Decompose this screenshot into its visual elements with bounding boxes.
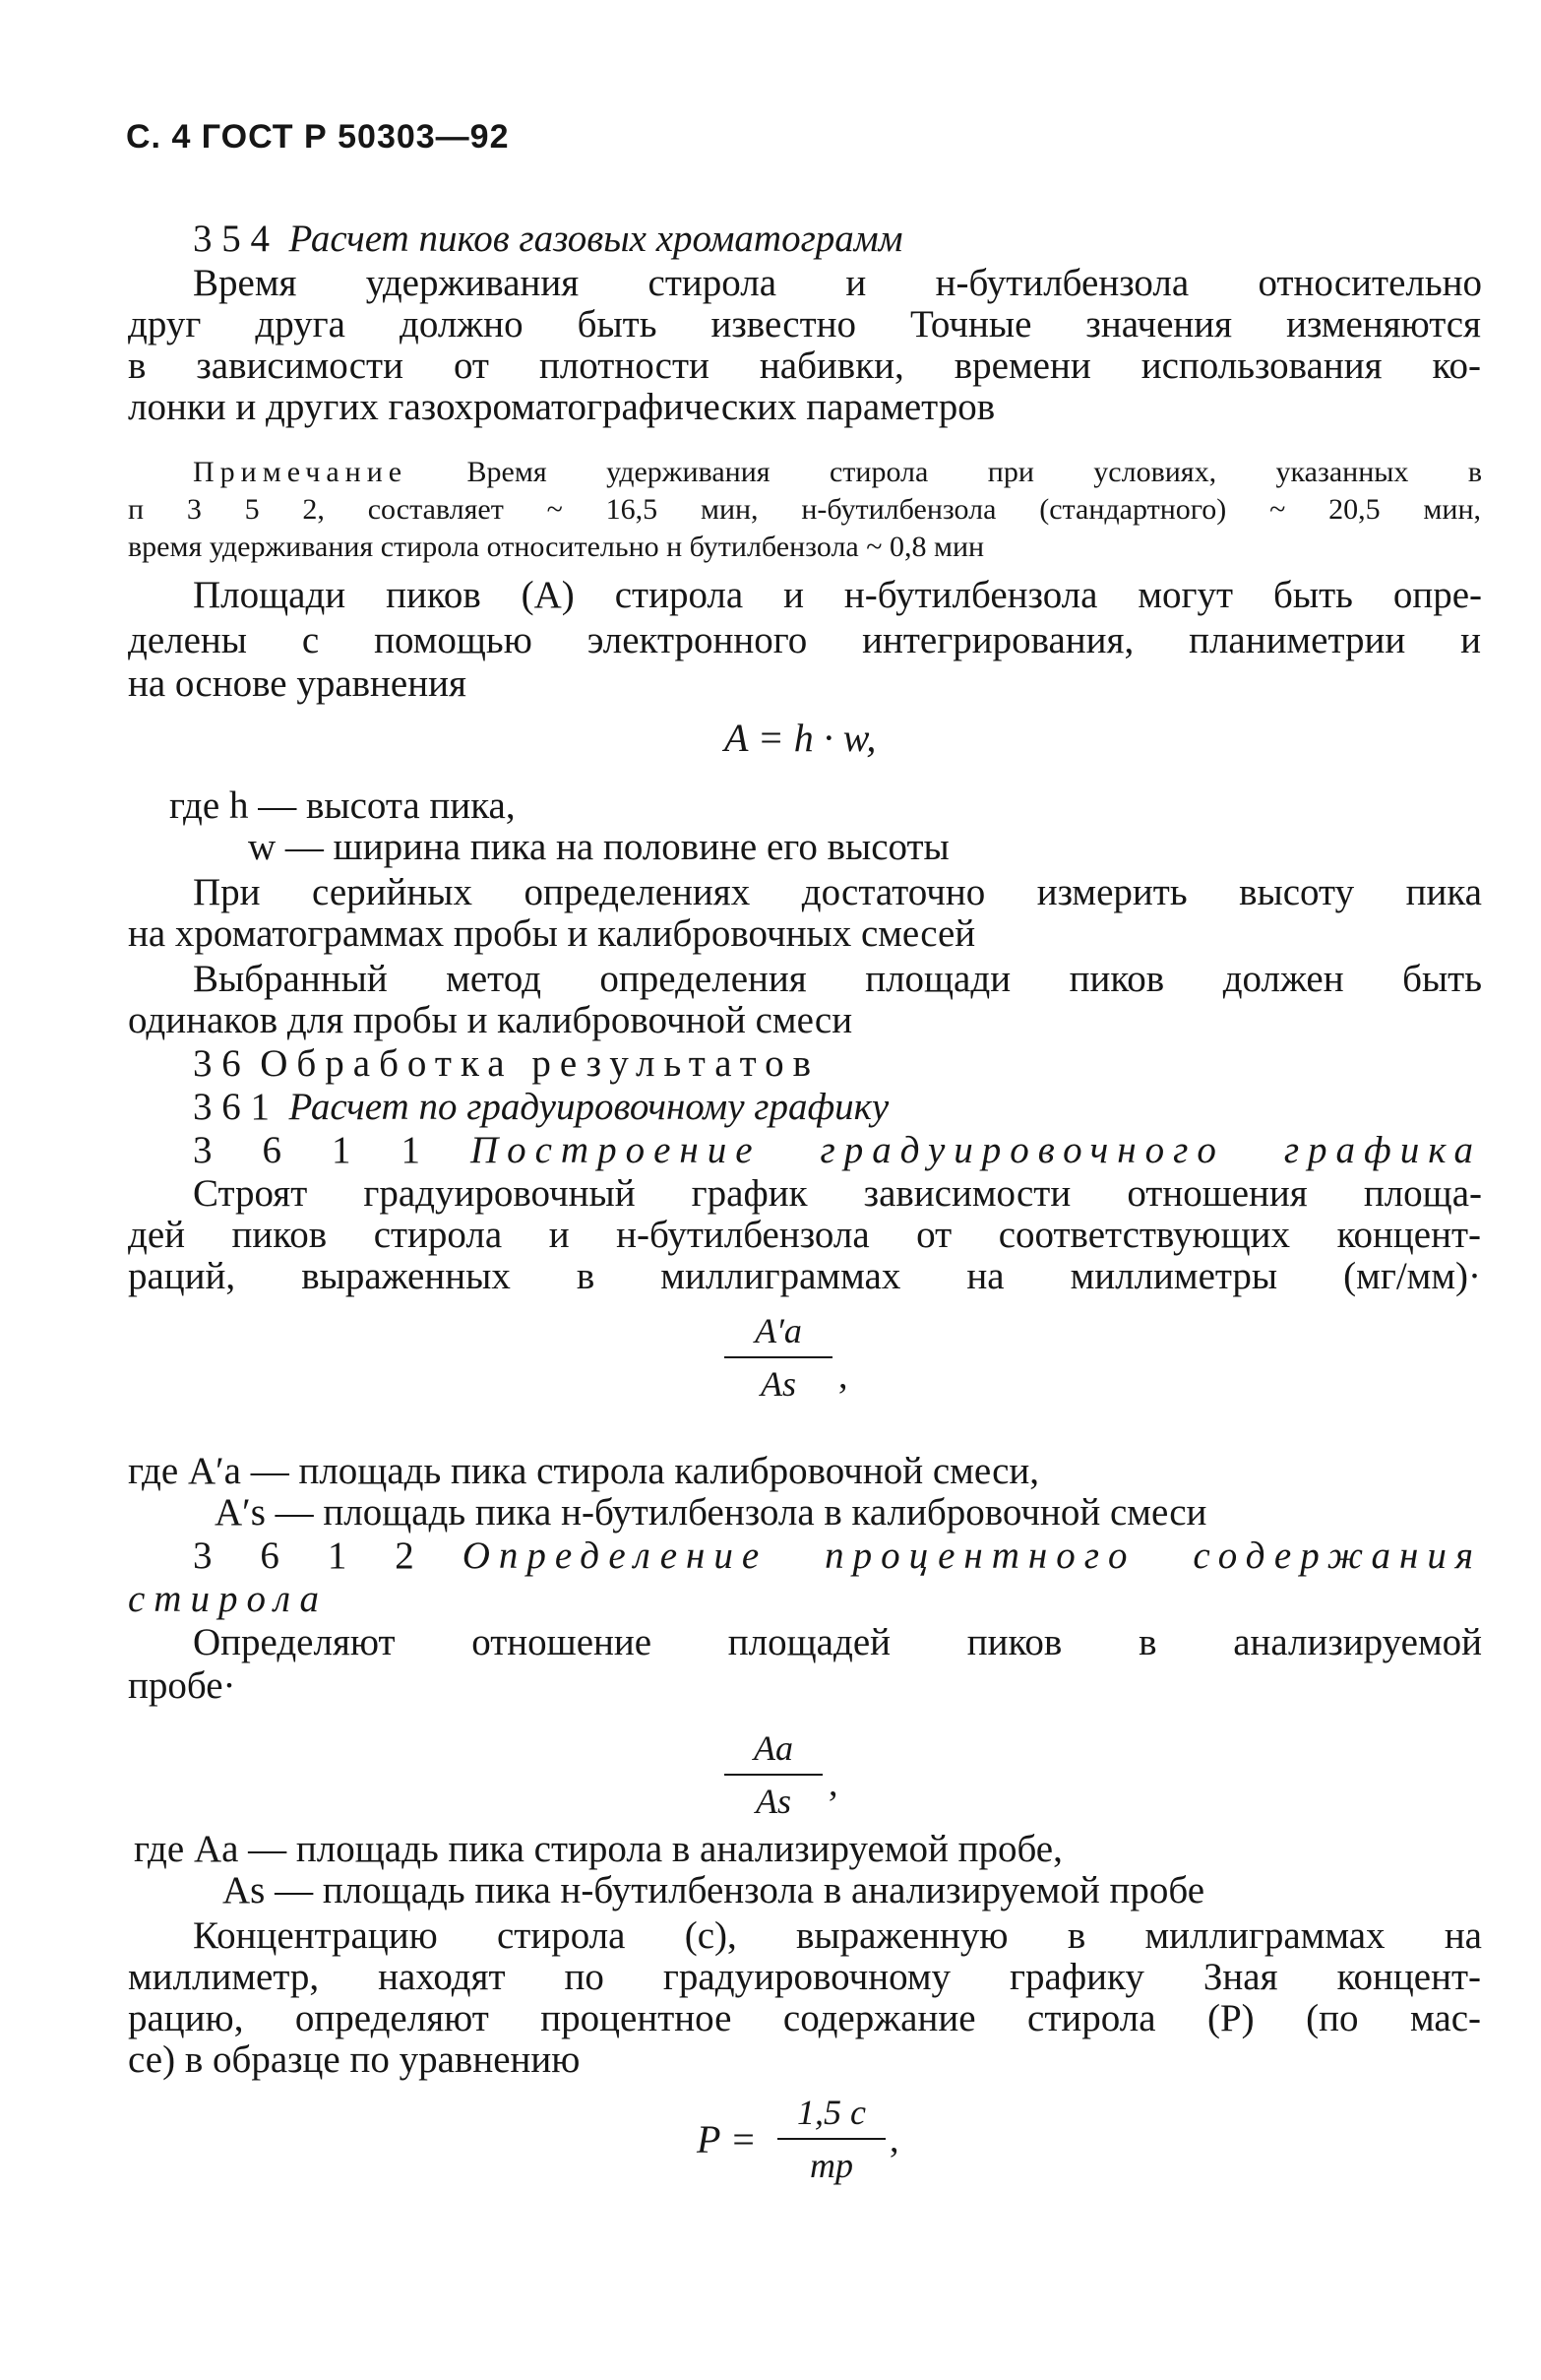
fraction-sample xyxy=(724,1726,823,1823)
paragraph-line: друг друга должно быть известно Точные значения изменяются xyxy=(128,303,1481,345)
fraction-calibration xyxy=(724,1309,832,1406)
fraction-comma: , xyxy=(829,1763,838,1804)
paragraph-line: в зависимости от плотности набивки, времени использования ко- xyxy=(128,344,1481,387)
section-number: 3 6 1 1 xyxy=(193,1129,420,1171)
section-3612-heading xyxy=(193,1534,1482,1579)
paragraph-line: раций, выраженных в миллиграммах на миллиметры (мг/мм)· xyxy=(128,1255,1481,1297)
paragraph-line: Время удерживания стирола и н-бутилбензола относительно xyxy=(193,262,1482,304)
fraction-bar xyxy=(724,1356,832,1358)
paragraph-line: на основе уравнения xyxy=(128,662,466,705)
paragraph-line: пробе· xyxy=(128,1664,236,1707)
paragraph-line: делены с помощью электронного интегрирования, планиметрии и xyxy=(128,619,1481,661)
section-number: 3 5 4 xyxy=(193,218,270,260)
page-header: С. 4 ГОСТ Р 50303—92 xyxy=(126,118,510,156)
section-number: 3 6 1 2 xyxy=(193,1534,414,1577)
paragraph-line: лонки и других газохроматографических параметров xyxy=(128,386,996,428)
paragraph-line: рацию, определяют процентное содержание стирола (P) (по мас- xyxy=(128,1997,1481,2039)
paragraph-line: Строят градуировочный график зависимости отношения площа- xyxy=(193,1172,1482,1215)
paragraph-line: миллиметр, находят по градуировочному графику Зная концент- xyxy=(128,1956,1481,1998)
where-line: As — площадь пика н-бутилбензола в анализируемой пробе xyxy=(222,1869,1205,1911)
paragraph-line: се) в образце по уравнению xyxy=(128,2038,581,2081)
paragraph-line: одинаков для пробы и калибровочной смеси xyxy=(128,999,853,1041)
fraction-bar xyxy=(777,2138,886,2140)
fraction-numerator: A′a xyxy=(755,1311,802,1350)
note-text: Время удерживания стирола при условиях, указанных в xyxy=(466,456,1482,488)
section-title: Обработка результатов xyxy=(260,1042,821,1085)
paragraph-line: Концентрацию стирола (c), выраженную в миллиграммах на xyxy=(193,1914,1482,1957)
note-line: п 3 5 2, составляет ~ 16,5 мин, н-бутилбензола (стандартного) ~ 20,5 мин, xyxy=(128,493,1481,526)
formula-lhs: P = xyxy=(697,2117,757,2161)
fraction-numerator: 1,5 c xyxy=(797,2093,866,2132)
where-line: A′s — площадь пика н-бутилбензола в калибровочной смеси xyxy=(215,1491,1207,1534)
note-label: Примечание xyxy=(193,456,408,488)
section-36-heading xyxy=(193,1041,820,1087)
note-line xyxy=(193,454,1482,491)
where-line: где h — высота пика, xyxy=(169,784,516,827)
fraction-denominator: As xyxy=(756,1782,791,1821)
paragraph-line: Площади пиков (A) стирола и н-бутилбензола могут быть опре- xyxy=(193,574,1482,616)
section-361-heading xyxy=(193,1085,889,1130)
paragraph-line: на хроматограммах пробы и калибровочных смесей xyxy=(128,912,976,955)
formula-comma: , xyxy=(890,2119,899,2161)
formula-area: A = h · w, xyxy=(724,716,877,760)
note-line: время удерживания стирола относительно н бутилбензола ~ 0,8 мин xyxy=(128,531,985,563)
where-line: w — ширина пика на половине его высоты xyxy=(248,826,950,868)
where-line: где Aa — площадь пика стирола в анализируемой пробе, xyxy=(134,1828,1063,1870)
section-title: Расчет по градуировочному графику xyxy=(288,1086,890,1128)
fraction-numerator: Aa xyxy=(754,1728,793,1768)
fraction-comma: , xyxy=(838,1355,848,1397)
paragraph-line: Выбранный метод определения площади пиков должен быть xyxy=(193,958,1482,1000)
section-number: 3 6 1 xyxy=(193,1086,270,1128)
section-354-heading xyxy=(193,217,903,262)
section-title: Определение процентного содержания xyxy=(462,1534,1482,1577)
where-line: где A′a — площадь пика стирола калибровочной смеси, xyxy=(128,1450,1040,1492)
section-3611-heading xyxy=(193,1128,1482,1173)
section-title-continued: стирола xyxy=(128,1578,328,1620)
paragraph-line: При серийных определениях достаточно измерить высоту пика xyxy=(193,871,1482,913)
fraction-bar xyxy=(724,1774,823,1776)
fraction-percent xyxy=(777,2091,886,2187)
section-title: Построение градуировочного графика xyxy=(469,1129,1482,1171)
fraction-denominator: mp xyxy=(810,2146,853,2185)
section-number: 3 6 xyxy=(193,1042,241,1085)
section-title: Расчет пиков газовых хроматограмм xyxy=(288,218,903,260)
fraction-denominator: As xyxy=(761,1364,796,1404)
paragraph-line: Определяют отношение площадей пиков в анализируемой xyxy=(193,1621,1482,1663)
paragraph-line: дей пиков стирола и н-бутилбензола от соответствующих концент- xyxy=(128,1214,1481,1256)
